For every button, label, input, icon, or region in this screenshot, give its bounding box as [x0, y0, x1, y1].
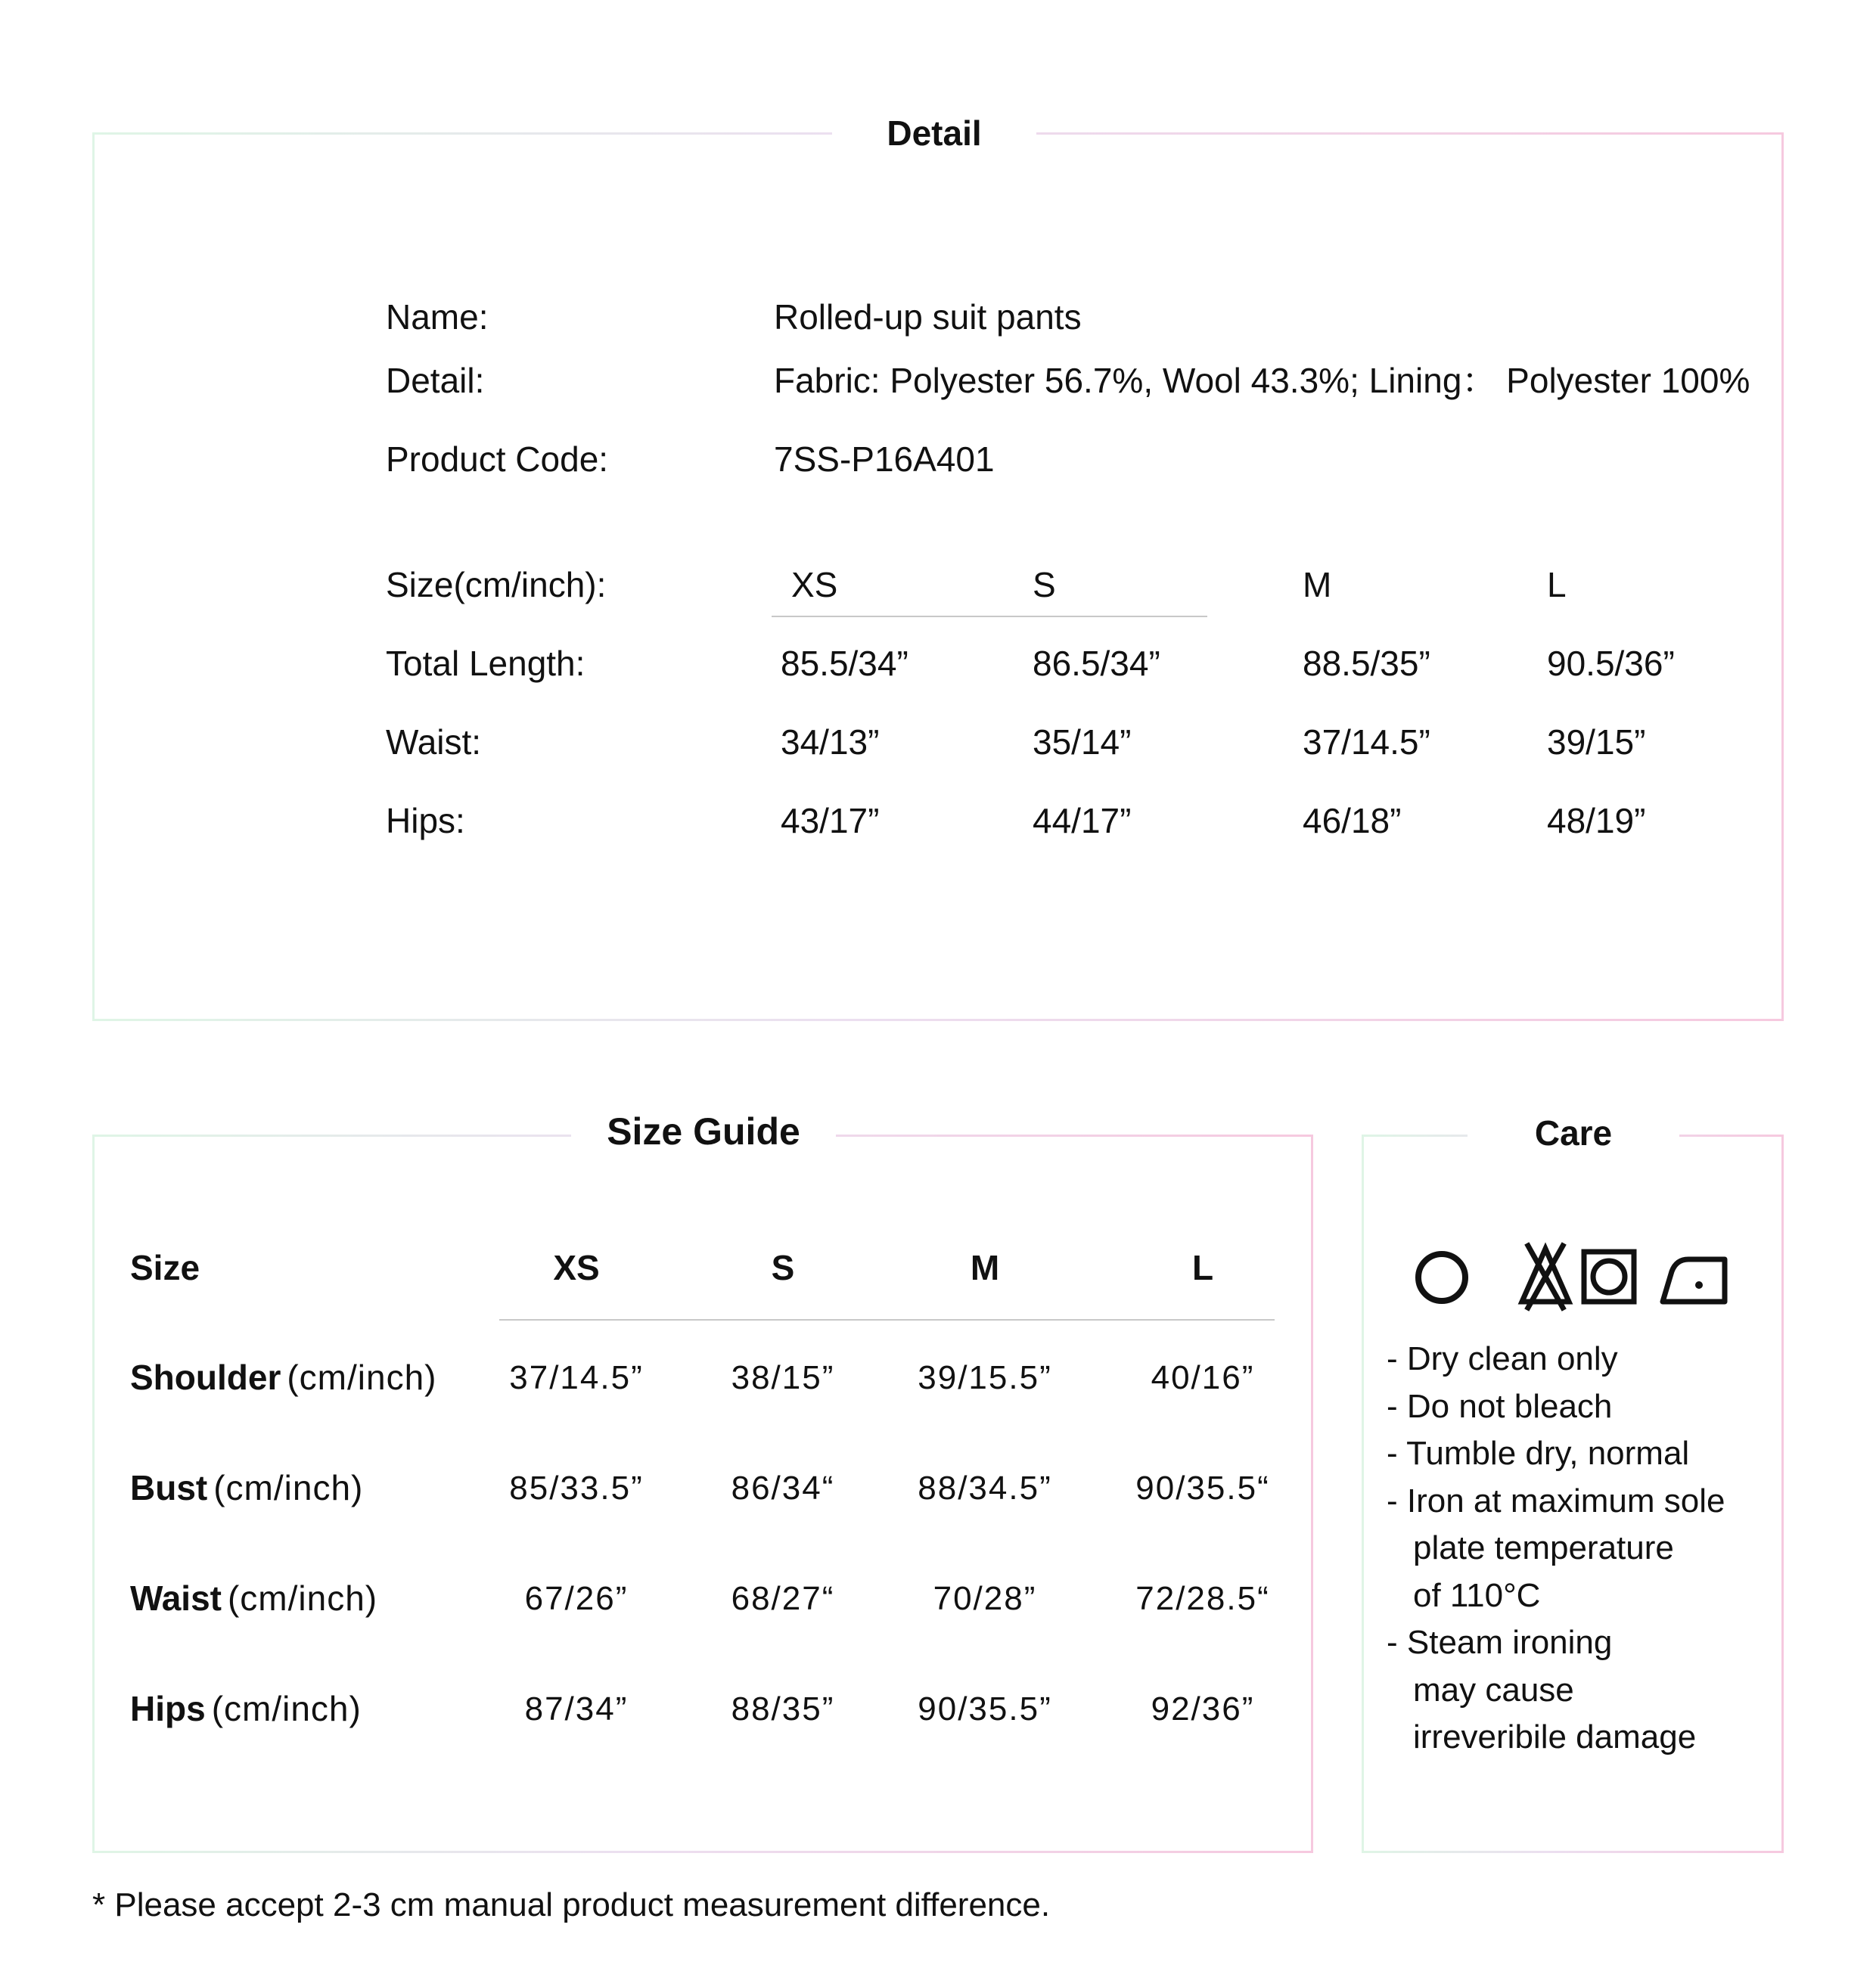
total-length-label: Total Length:	[386, 644, 585, 683]
sg-row-hips-unit: (cm/inch)	[211, 1689, 362, 1728]
sg-size-m: M	[970, 1248, 1000, 1287]
care-line-8: may cause	[1413, 1672, 1574, 1709]
sg-size-s: S	[771, 1248, 795, 1287]
sg-hips-xs: 87/34”	[524, 1690, 629, 1728]
total-length-l: 90.5/36”	[1547, 644, 1675, 683]
sg-hips-l: 92/36”	[1151, 1690, 1255, 1728]
sg-shoulder-m: 39/15.5”	[918, 1359, 1052, 1396]
hips-label: Hips:	[386, 801, 465, 840]
detail-size-m: M	[1303, 565, 1332, 604]
sg-waist-m: 70/28”	[933, 1580, 1037, 1617]
care-line-5: plate temperature	[1413, 1529, 1674, 1566]
detail-title: Detail	[832, 110, 1036, 156]
dry-clean-icon	[1418, 1254, 1465, 1301]
sg-waist-l: 72/28.5“	[1135, 1580, 1270, 1617]
care-line-3: - Tumble dry, normal	[1387, 1435, 1690, 1472]
waist-m: 37/14.5”	[1303, 722, 1430, 762]
hips-s: 44/17”	[1033, 801, 1132, 840]
name-value: Rolled-up suit pants	[774, 297, 1082, 337]
detail-size-s: S	[1033, 565, 1056, 604]
hips-l: 48/19”	[1547, 801, 1646, 840]
sg-waist-s: 68/27“	[731, 1580, 835, 1617]
total-length-s: 86.5/34”	[1033, 644, 1160, 683]
do-not-bleach-icon	[1522, 1246, 1569, 1308]
sg-hips-s: 88/35”	[731, 1690, 835, 1728]
sg-row-waist-name: Waist	[130, 1579, 222, 1618]
waist-l: 39/15”	[1547, 722, 1646, 762]
product-code-label: Product Code:	[386, 439, 609, 479]
size-guide-divider	[499, 1319, 1275, 1321]
sg-shoulder-xs: 37/14.5”	[509, 1359, 644, 1396]
detail-size-xs: XS	[791, 565, 838, 604]
sg-hips-m: 90/35.5”	[918, 1690, 1052, 1728]
detail-size-divider	[772, 616, 1207, 617]
size-header: Size	[130, 1248, 200, 1287]
size-label: Size(cm/inch):	[386, 565, 607, 604]
sg-bust-xs: 85/33.5”	[509, 1470, 644, 1507]
sg-row-hips-name: Hips	[130, 1689, 206, 1728]
care-line-9: irreveribile damage	[1413, 1718, 1697, 1755]
sg-size-l: L	[1191, 1248, 1214, 1287]
hips-m: 46/18”	[1303, 801, 1402, 840]
tumble-dry-icon	[1584, 1252, 1634, 1302]
total-length-m: 88.5/35”	[1303, 644, 1430, 683]
name-label: Name:	[386, 297, 489, 337]
sg-row-bust-label	[130, 1470, 363, 1505]
care-line-6: of 110°C	[1413, 1577, 1541, 1614]
sg-row-bust-name: Bust	[130, 1468, 208, 1507]
total-length-xs: 85.5/34”	[781, 644, 908, 683]
size-guide-title: Size Guide	[571, 1109, 836, 1154]
sg-size-xs: XS	[553, 1248, 600, 1287]
care-icons	[1407, 1237, 1740, 1312]
hips-xs: 43/17”	[781, 801, 880, 840]
measurement-footnote: * Please accept 2-3 cm manual product measurement difference.	[92, 1886, 1051, 1923]
sg-row-shoulder-label	[130, 1360, 436, 1395]
sg-shoulder-l: 40/16”	[1151, 1359, 1255, 1396]
sg-bust-s: 86/34“	[731, 1470, 835, 1507]
waist-xs: 34/13”	[781, 722, 880, 762]
detail-value: Fabric: Polyester 56.7%, Wool 43.3%; Lining： Polyester 100%	[774, 361, 1750, 400]
sg-bust-l: 90/35.5“	[1135, 1470, 1270, 1507]
sg-row-hips-label	[130, 1691, 362, 1726]
sg-row-shoulder-unit: (cm/inch)	[287, 1358, 437, 1397]
waist-s: 35/14”	[1033, 722, 1132, 762]
sg-row-waist-unit: (cm/inch)	[227, 1579, 378, 1618]
sg-bust-m: 88/34.5”	[918, 1470, 1052, 1507]
care-line-2: - Do not bleach	[1387, 1388, 1613, 1425]
care-line-4: - Iron at maximum sole	[1387, 1482, 1725, 1520]
sg-waist-xs: 67/26”	[524, 1580, 629, 1617]
sg-row-bust-unit: (cm/inch)	[213, 1468, 364, 1507]
detail-size-l: L	[1547, 565, 1567, 604]
detail-label: Detail:	[386, 361, 485, 400]
care-title: Care	[1468, 1110, 1679, 1156]
iron-icon	[1663, 1259, 1725, 1302]
care-line-7: - Steam ironing	[1387, 1624, 1613, 1661]
detail-panel	[92, 132, 1784, 1021]
waist-label: Waist:	[386, 722, 482, 762]
care-line-1: - Dry clean only	[1387, 1340, 1618, 1377]
sg-row-waist-label	[130, 1581, 377, 1616]
sg-shoulder-s: 38/15”	[731, 1359, 835, 1396]
product-code-value: 7SS-P16A401	[774, 439, 995, 479]
sg-row-shoulder-name: Shoulder	[130, 1358, 281, 1397]
